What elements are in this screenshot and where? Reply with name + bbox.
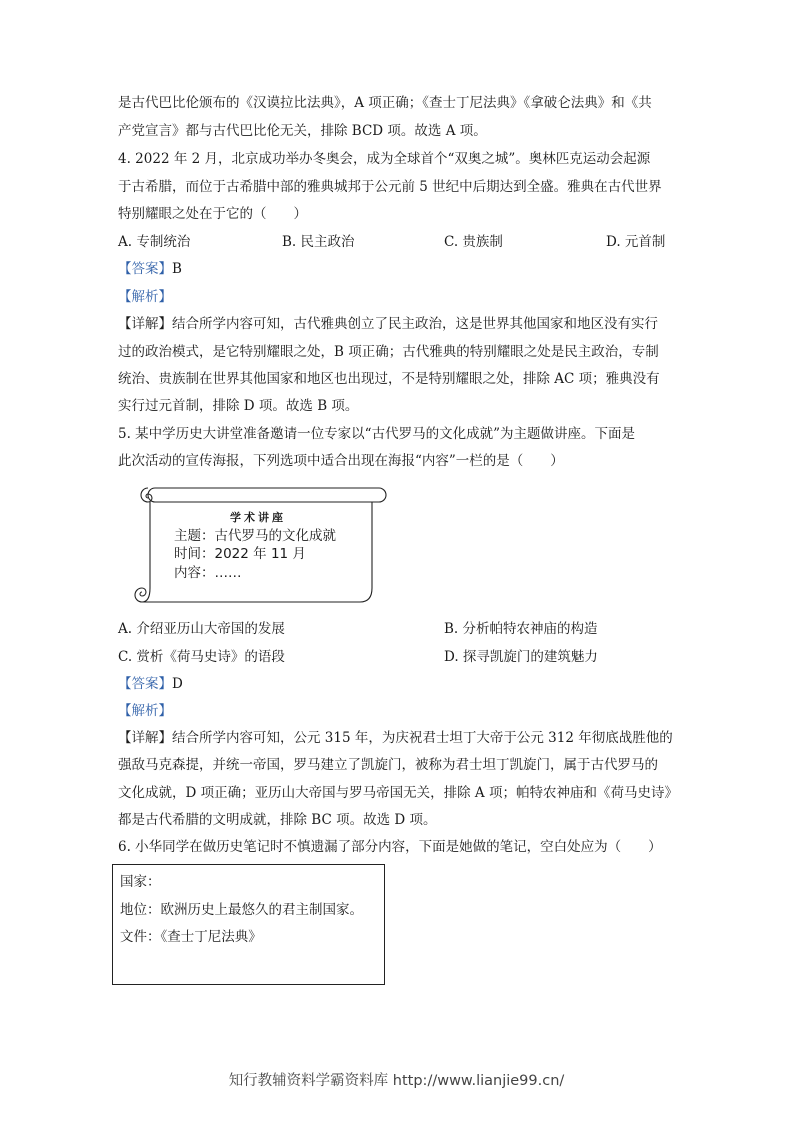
poster-title: 学术讲座 xyxy=(230,511,286,524)
q4-option-c: C. 贵族制 xyxy=(444,234,503,250)
q5-option-d: D. 探寻凯旋门的建筑魅力 xyxy=(444,649,598,665)
q4-detail-line-4: 实行过元首制，排除 D 项。故选 B 项。 xyxy=(118,398,359,414)
poster-topic: 主题：古代罗马的文化成就 xyxy=(174,528,336,544)
q4-detail-line-1 xyxy=(118,314,658,334)
q5-option-b: B. 分析帕特农神庙的构造 xyxy=(444,621,598,637)
q4-stem-line-1: 4. 2022 年 2 月，北京成功举办冬奥会，成为全球首个“双奥之城”。奥林匹克运动会起源 xyxy=(118,151,651,167)
note-status: 地位：欧洲历史上最悠久的君主制国家。 xyxy=(120,902,363,918)
answer-tag: 【答案】 xyxy=(118,261,172,277)
q5-stem-line-1: 5. 某中学历史大讲堂准备邀请一位专家以“古代罗马的文化成就”为主题做讲座。下面是 xyxy=(118,426,635,442)
detail-text: 结合所学内容可知，古代雅典创立了民主政治，这是世界其他国家和地区没有实行 xyxy=(172,316,658,332)
q4-option-d: D. 元首制 xyxy=(606,234,666,250)
q5-analysis-tag: 【解析】 xyxy=(118,703,172,719)
note-document: 文件：《查士丁尼法典》 xyxy=(120,929,262,945)
q4-stem-line-3: 特别耀眼之处在于它的（ ） xyxy=(118,206,307,222)
intro-line-2: 产党宣言》都与古代巴比伦无关，排除 BCD 项。故选 A 项。 xyxy=(118,123,487,139)
q4-stem-line-2: 于古希腊，而位于古希腊中部的雅典城邦于公元前 5 世纪中后期达到全盛。雅典在古代世界 xyxy=(118,179,662,195)
q4-detail-line-2: 过的政治模式，是它特别耀眼之处，B 项正确；古代雅典的特别耀眼之处是民主政治，专制 xyxy=(118,344,659,360)
q5-option-c: C. 赏析《荷马史诗》的语段 xyxy=(118,649,285,665)
q4-option-a: A. 专制统治 xyxy=(118,234,191,250)
q5-detail-line-1 xyxy=(118,728,673,748)
q4-detail-line-3: 统治、贵族制在世界其他国家和地区也出现过，不是特别耀眼之处，排除 AC 项；雅典没有 xyxy=(118,371,660,387)
q6-stem: 6. 小华同学在做历史笔记时不慎遗漏了部分内容，下面是她做的笔记，空白处应为（ ） xyxy=(118,839,662,855)
answer-value: D xyxy=(172,676,183,692)
q4-answer xyxy=(118,259,182,279)
poster-content: 内容：…… xyxy=(174,565,242,581)
answer-tag: 【答案】 xyxy=(118,676,172,692)
q5-detail-line-4: 都是古代希腊的文明成就，排除 BC 项。故选 D 项。 xyxy=(118,812,437,828)
detail-tag: 【详解】 xyxy=(118,730,172,746)
detail-text: 结合所学内容可知，公元 315 年，为庆祝君士坦丁大帝于公元 312 年彻底战胜他的 xyxy=(172,730,673,746)
q5-detail-line-3: 文化成就，D 项正确；亚历山大帝国与罗马帝国无关，排除 A 项；帕特农神庙和《荷马史诗》 xyxy=(118,785,678,801)
q4-analysis-tag: 【解析】 xyxy=(118,289,172,305)
poster-time: 时间：2022 年 11 月 xyxy=(174,546,306,562)
note-country: 国家： xyxy=(120,874,161,890)
q5-stem-line-2: 此次活动的宣传海报，下列选项中适合出现在海报“内容”一栏的是（ ） xyxy=(118,453,564,469)
q5-answer xyxy=(118,674,183,694)
q5-detail-line-2: 强敌马克森提，并统一帝国，罗马建立了凯旋门，被称为君士坦丁凯旋门，属于古代罗马的 xyxy=(118,757,658,773)
answer-value: B xyxy=(172,261,182,277)
footer-watermark: 知行教辅资料学霸资料库 http://www.lianjie99.cn/ xyxy=(228,1073,565,1089)
intro-line-1: 是古代巴比伦颁布的《汉谟拉比法典》，A 项正确；《查士丁尼法典》《拿破仑法典》和《共 xyxy=(118,95,652,111)
q5-option-a: A. 介绍亚历山大帝国的发展 xyxy=(118,621,285,637)
detail-tag: 【详解】 xyxy=(118,316,172,332)
q4-option-b: B. 民主政治 xyxy=(282,234,355,250)
